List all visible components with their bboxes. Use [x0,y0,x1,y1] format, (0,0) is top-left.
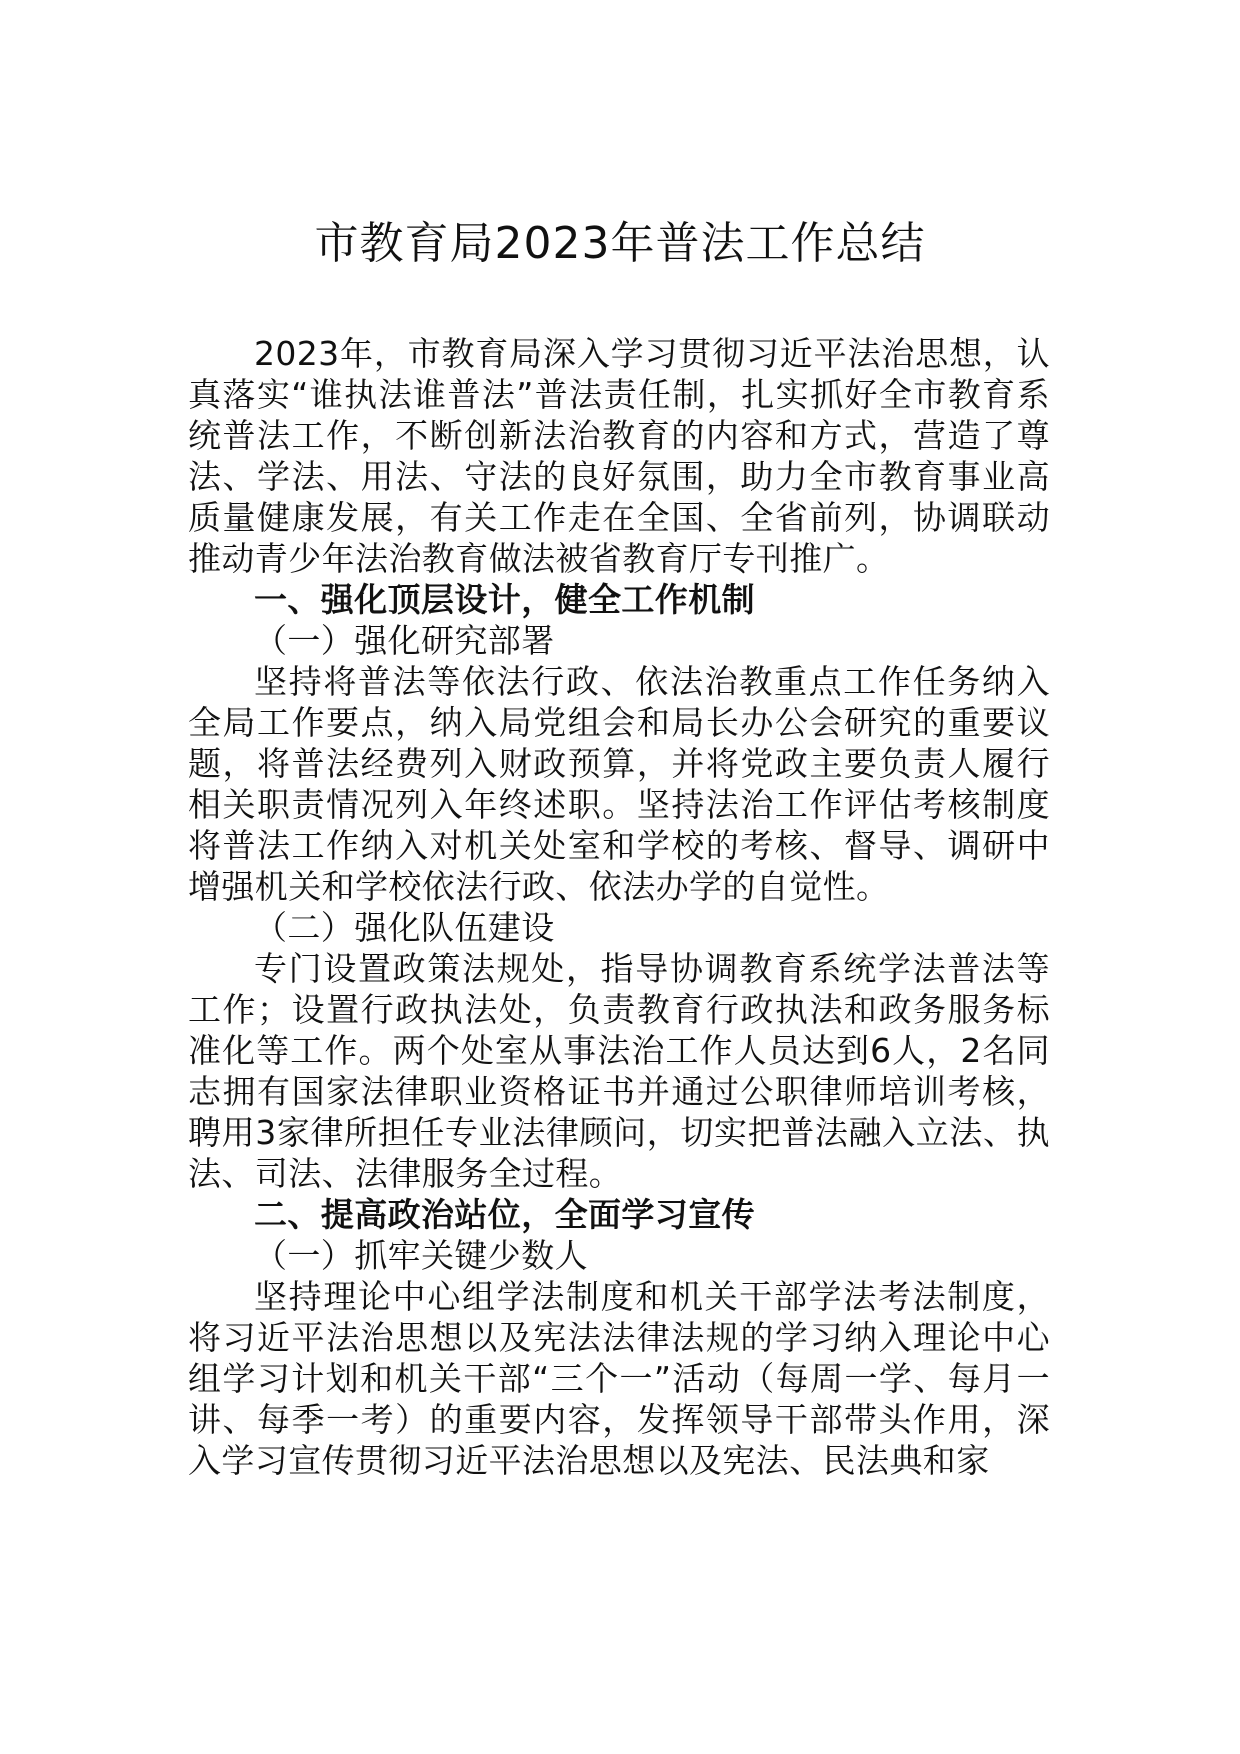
paragraph-key-minority: 坚持理论中心组学法制度和机关干部学法考法制度，将习近平法治思想以及宪法法律法规的学习纳入理论中心组学习计划和机关干部“三个一”活动（每周一学、每月一讲、每季一考）的重要内容，发挥领导干部带头作用，深入学习宣传贯彻习近平法治思想以及宪法、民法典和家 [188,1277,1050,1480]
paragraph-research-deployment: 坚持将普法等依法行政、依法治教重点工作任务纳入全局工作要点，纳入局党组会和局长办公会研究的重要议题，将普法经费列入财政预算，并将党政主要负责人履行相关职责情况列入年终述职。坚持法治工作评估考核制度将普法工作纳入对机关处室和学校的考核、督导、调研中增强机关和学校依法行政、依法办学的自觉性。 [188,662,1050,906]
section-heading-1: 一、强化顶层设计，健全工作机制 [254,580,755,619]
document-body [188,333,1050,1481]
subsection-heading-1-2: （二）强化队伍建设 [254,908,555,947]
subsection-heading-2-1: （一）抓牢关键少数人 [254,1236,588,1275]
section-heading-2: 二、提高政治站位，全面学习宣传 [254,1195,755,1234]
paragraph-intro: 2023年，市教育局深入学习贯彻习近平法治思想，认真落实“谁执法谁普法”普法责任制，扎实抓好全市教育系统普法工作，不断创新法治教育的内容和方式，营造了尊法、学法、用法、守法的良好氛围，助力全市教育事业高质量健康发展，有关工作走在全国、全省前列，协调联动推动青少年法治教育做法被省教育厅专刊推广。 [188,334,1050,578]
document-title: 市教育局2023年普法工作总结 [314,218,926,269]
subsection-heading-1-1: （一）强化研究部署 [254,621,555,660]
paragraph-team-building: 专门设置政策法规处，指导协调教育系统学法普法等工作；设置行政执法处，负责教育行政执法和政务服务标准化等工作。两个处室从事法治工作人员达到6人，2名同志拥有国家法律职业资格证书并通过公职律师培训考核，聘用3家律所担任专业法律顾问，切实把普法融入立法、执法、司法、法律服务全过程。 [188,949,1050,1193]
